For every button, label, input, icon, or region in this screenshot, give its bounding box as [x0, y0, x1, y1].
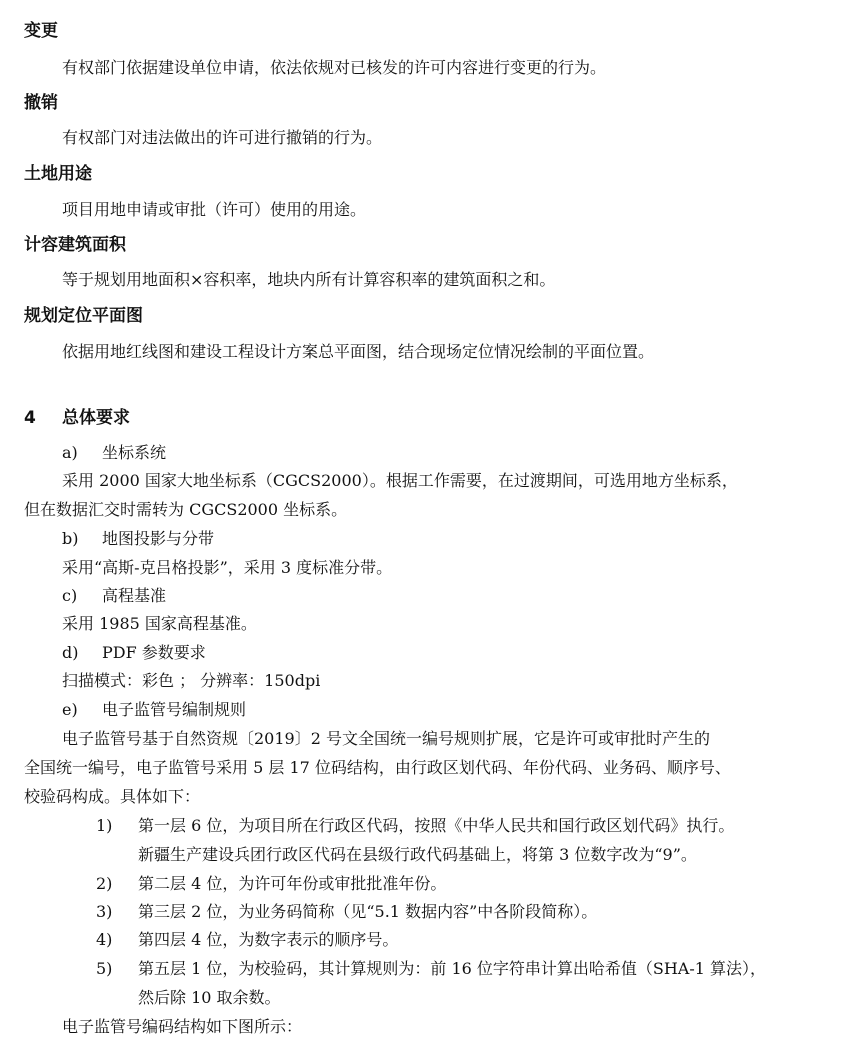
- list-text: 第一层 6 位，为项目所在行政区代码，按照《中华人民共和国行政区划代码》执行。: [138, 816, 735, 835]
- list-number: 4): [96, 930, 113, 949]
- list-item: [96, 871, 446, 894]
- subsection-heading: [62, 640, 206, 663]
- subsection-label: d): [62, 643, 79, 662]
- subsection-label: c): [62, 586, 78, 605]
- subsection-heading: [62, 440, 166, 463]
- term-heading: 计容建筑面积: [24, 235, 126, 255]
- list-continuation: 新疆生产建设兵团行政区代码在县级行政代码基础上，将第 3 位数字改为“9”。: [138, 845, 697, 864]
- list-item: [96, 899, 597, 922]
- subsection-title: 地图投影与分带: [102, 529, 215, 548]
- list-item: [96, 927, 398, 950]
- list-text: 第二层 4 位，为许可年份或审批批准年份。: [138, 874, 447, 893]
- subsection-heading: [62, 583, 166, 606]
- term-definition: 等于规划用地面积×容积率，地块内所有计算容积率的建筑面积之和。: [62, 270, 556, 289]
- paragraph-line: 扫描模式：彩色 ； 分辨率：150dpi: [62, 671, 321, 690]
- paragraph-line: 校验码构成。具体如下：: [24, 787, 201, 806]
- list-number: 1): [96, 816, 113, 835]
- list-number: 2): [96, 874, 113, 893]
- subsection-label: a): [62, 443, 78, 462]
- closing-line: 电子监管号编码结构如下图所示：: [62, 1017, 303, 1036]
- list-item: [96, 956, 766, 979]
- subsection-heading: [62, 526, 214, 549]
- term-definition: 有权部门对违法做出的许可进行撤销的行为。: [62, 128, 383, 147]
- term-heading: 撤销: [24, 93, 58, 113]
- list-number: 3): [96, 902, 113, 921]
- subsection-title: 电子监管号编制规则: [102, 700, 247, 719]
- term-heading: 规划定位平面图: [24, 306, 143, 326]
- term-heading: 土地用途: [24, 164, 92, 184]
- subsection-heading: [62, 697, 246, 720]
- term-definition: 依据用地红线图和建设工程设计方案总平面图，结合现场定位情况绘制的平面位置。: [62, 342, 655, 361]
- paragraph-line: 但在数据汇交时需转为 CGCS2000 坐标系。: [24, 500, 348, 519]
- list-text: 第五层 1 位，为校验码，其计算规则为：前 16 位字符串计算出哈希值（SHA-1 算法），: [138, 959, 767, 978]
- list-continuation: 然后除 10 取余数。: [138, 988, 281, 1007]
- section-title: 总体要求: [62, 408, 130, 428]
- list-number: 5): [96, 959, 113, 978]
- subsection-label: e): [62, 700, 78, 719]
- subsection-title: PDF 参数要求: [102, 643, 206, 662]
- list-item: [96, 813, 734, 836]
- term-definition: 有权部门依据建设单位申请，依法依规对已核发的许可内容进行变更的行为。: [62, 58, 607, 77]
- paragraph-line: 采用“高斯-克吕格投影”，采用 3 度标准分带。: [62, 558, 393, 577]
- term-definition: 项目用地申请或审批（许可）使用的用途。: [62, 200, 367, 219]
- subsection-label: b): [62, 529, 79, 548]
- list-text: 第四层 4 位，为数字表示的顺序号。: [138, 930, 399, 949]
- subsection-title: 坐标系统: [102, 443, 167, 462]
- list-text: 第三层 2 位，为业务码简称（见“5.1 数据内容”中各阶段简称）。: [138, 902, 598, 921]
- paragraph-line: 全国统一编号，电子监管号采用 5 层 17 位码结构，由行政区划代码、年份代码、业务码、顺序号、: [24, 758, 731, 777]
- paragraph-line: 采用 1985 国家高程基准。: [62, 614, 257, 633]
- section-heading: [24, 403, 130, 428]
- term-heading: 变更: [24, 21, 58, 41]
- paragraph-line: 采用 2000 国家大地坐标系（CGCS2000）。根据工作需要，在过渡期间，可选用地方坐标系，: [62, 471, 738, 490]
- section-number: 4: [24, 408, 36, 428]
- subsection-title: 高程基准: [102, 586, 167, 605]
- paragraph-line: 电子监管号基于自然资规〔2019〕2 号文全国统一编号规则扩展，它是许可或审批时产生的: [62, 729, 710, 748]
